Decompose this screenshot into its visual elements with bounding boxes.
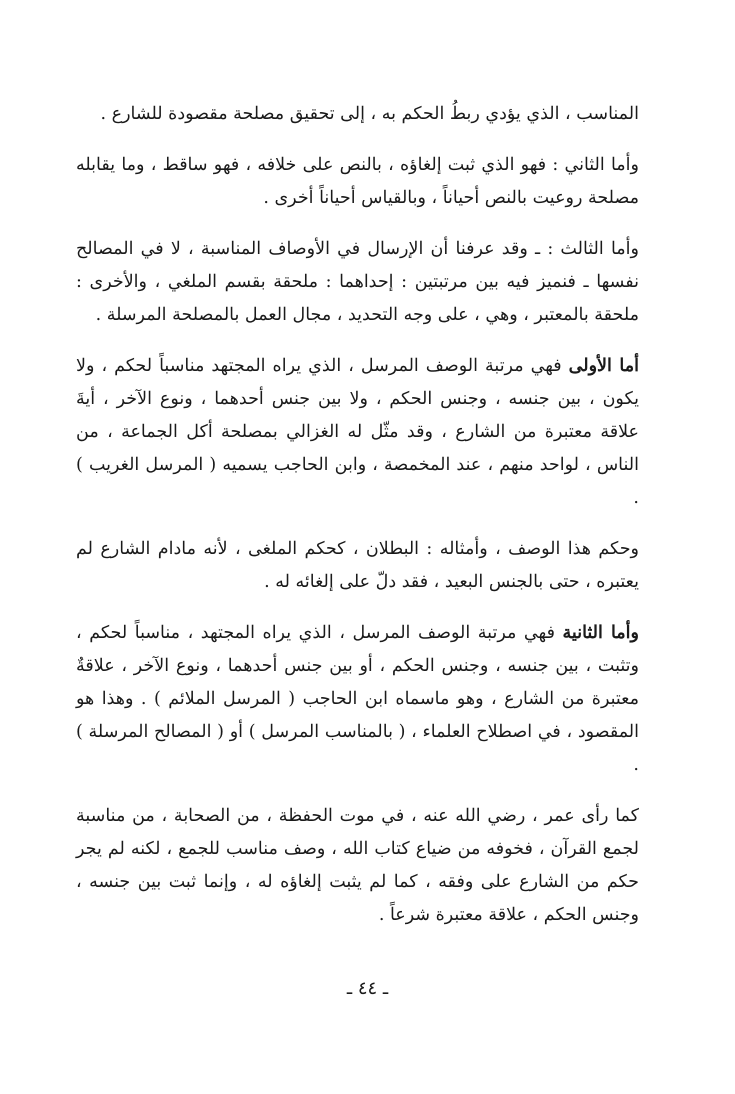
paragraph-4-text: فهي مرتبة الوصف المرسل ، الذي يراه المجتهد مناسباً لحكم ، ولا يكون ، بين جنسه ، وجنس الحكم ، ولا بين جنس أحدهما ، ونوع الآخر ، أيةَ علاقة معتبرة من الشارع ، وقد مثّل له الغزالي بمصلحة أكل الجماعة ، من الناس ، لواحد منهم ، عند المخمصة ، وابن الحاجب يسميه ( المرسل الغريب ) . (76, 356, 639, 508)
paragraph-2-text: وأما الثاني : فهو الذي ثبت إلغاؤه ، بالنص على خلافه ، فهو ساقط ، وما يقابله مصلحة روعيت بالنص أحياناً ، وبالقياس أحياناً أخرى . (76, 155, 639, 208)
page-number: ـ ٤٤ ـ (346, 978, 389, 999)
paragraph-1 (76, 98, 639, 131)
paragraph-6-text: فهي مرتبة الوصف المرسل ، الذي يراه المجتهد ، مناسباً لحكم ، وتثبت ، بين جنسه ، وجنس الحكم ، أو بين جنس أحدهما ، ونوع الآخر ، علاقةٌ معتبرة من الشارع ، وهو ماسماه ابن الحاجب ( المرسل الملائم ) . وهذا هو المقصود ، في اصطلاح العلماء ، ( بالمناسب المرسل ) أو ( المصالح المرسلة ) . (76, 623, 639, 775)
paragraph-3 (76, 233, 639, 332)
paragraph-5-text: وحكم هذا الوصف ، وأمثاله : البطلان ، كحكم الملغى ، لأنه مادام الشارع لم يعتبره ، حتى بالجنس البعيد ، فقد دلّ على إلغائه له . (76, 539, 639, 592)
paragraph-6-lead: وأما الثانية (562, 623, 639, 643)
paragraph-7 (76, 800, 639, 932)
paragraph-6 (76, 617, 639, 782)
paragraph-1-text: المناسب ، الذي يؤدي ربطُ الحكم به ، إلى تحقيق مصلحة مقصودة للشارع . (100, 104, 639, 124)
paragraph-3-text: وأما الثالث : ـ وقد عرفنا أن الإرسال في الأوصاف المناسبة ، لا في المصالح نفسها ـ فنميز فيه بين مرتبتين : إحداهما : ملحقة بقسم الملغي ، والأخرى : ملحقة بالمعتبر ، وهي ، على وجه التحديد ، مجال العمل بالمصلحة المرسلة . (76, 239, 639, 325)
paragraph-4 (76, 350, 639, 515)
paragraph-2 (76, 149, 639, 215)
paragraph-5 (76, 533, 639, 599)
paragraph-4-lead: أما الأولى (568, 356, 639, 376)
paragraph-7-text: كما رأى عمر ، رضي الله عنه ، في موت الحفظة ، من الصحابة ، من مناسبة لجمع القرآن ، فخوفه من ضياع كتاب الله ، وصف مناسب للجمع ، لكنه لم يجر حكم من الشارع على وفقه ، كما لم يثبت إلغاؤه له ، وإنما ثبت بين جنسه ، وجنس الحكم ، علاقة معتبرة شرعاً . (76, 806, 639, 925)
body-text (76, 98, 639, 950)
